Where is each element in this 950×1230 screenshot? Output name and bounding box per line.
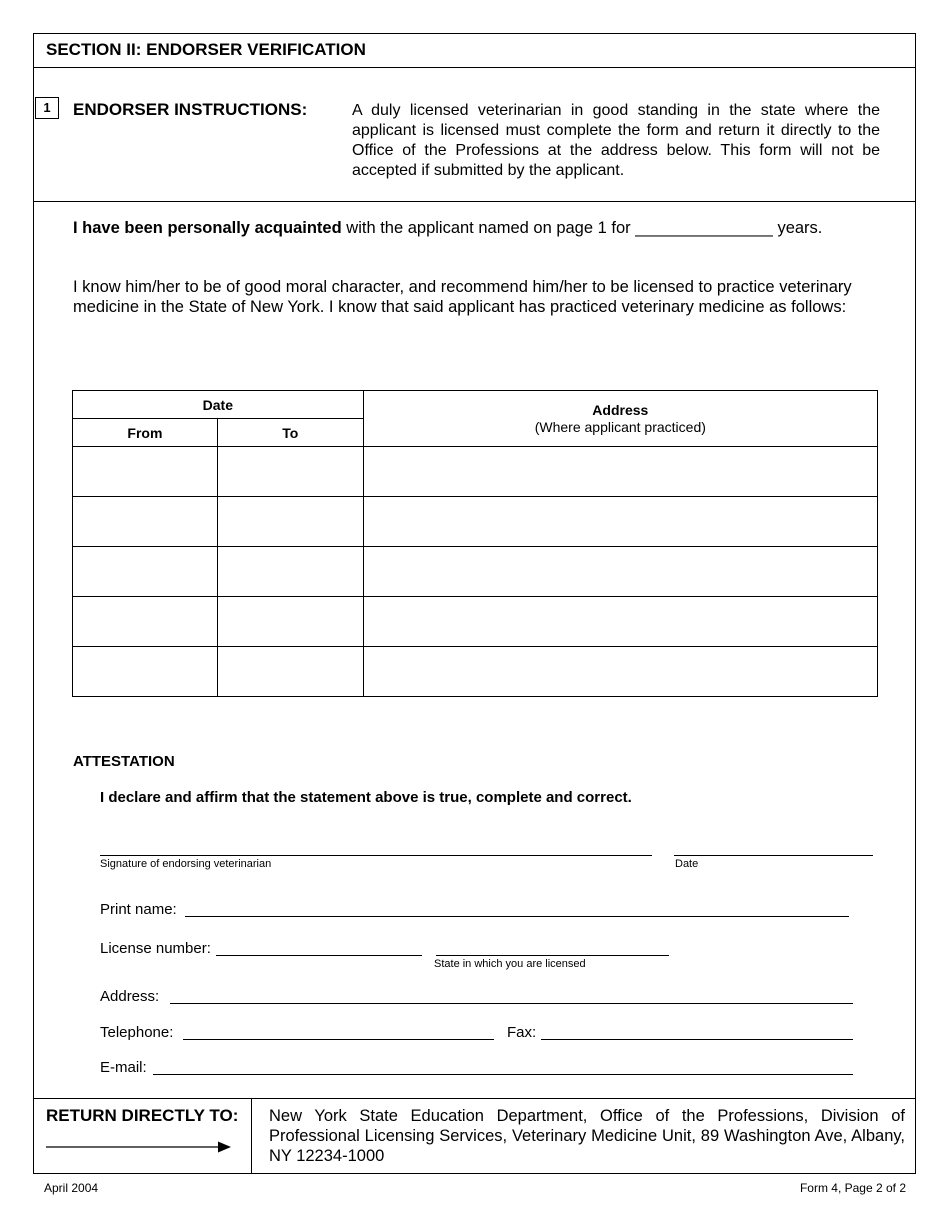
from-date-cell[interactable]: [73, 447, 218, 497]
acquaintance-statement: [73, 219, 822, 238]
print-name-field[interactable]: [185, 916, 849, 917]
print-name-label: Print name:: [100, 901, 177, 918]
address-cell[interactable]: [363, 597, 877, 647]
divider: [33, 67, 916, 68]
form-date: April 2004: [44, 1181, 99, 1195]
table-row: [73, 447, 878, 497]
address-cell[interactable]: [363, 497, 877, 547]
to-date-cell[interactable]: [217, 547, 363, 597]
instructions-text: A duly licensed veterinarian in good standing in the state where the applicant is licensed must complete the form and return it directly to the Office of the Professions at the address below. This form will not be accepted if submitted by the applicant.: [352, 102, 880, 179]
divider: [33, 201, 916, 202]
arrow-right-icon: [46, 1140, 232, 1154]
signature-field[interactable]: [100, 855, 652, 856]
section-title: SECTION II: ENDORSER VERIFICATION: [46, 40, 366, 59]
table-row: [73, 647, 878, 697]
to-date-cell[interactable]: [217, 647, 363, 697]
address-header-subtitle: (Where applicant practiced): [534, 419, 706, 435]
table-row: [73, 497, 878, 547]
table-row: [73, 597, 878, 647]
address-cell[interactable]: [363, 547, 877, 597]
address-header-title: Address: [592, 402, 649, 418]
moral-character-statement: I know him/her to be of good moral character, and recommend him/her to be licensed to practice veterinary medicine in the State of New York. I know that said applicant has practiced veterinary medicine as follows:: [73, 278, 852, 316]
address-column-header: [363, 391, 877, 447]
instructions-label: ENDORSER INSTRUCTIONS:: [73, 100, 308, 119]
practice-history-table: [72, 390, 878, 697]
date-column-header: Date: [73, 391, 364, 419]
from-date-cell[interactable]: [73, 597, 218, 647]
table-row: [73, 547, 878, 597]
to-date-cell[interactable]: [217, 597, 363, 647]
email-label: E-mail:: [100, 1059, 147, 1076]
address-field[interactable]: [170, 1003, 853, 1004]
signature-date-field[interactable]: [674, 855, 873, 856]
from-column-header: From: [73, 419, 218, 447]
acquaintance-bold-text: I have been personally acquainted: [73, 219, 342, 237]
license-number-field[interactable]: [216, 955, 422, 956]
license-number-label: License number:: [100, 940, 211, 957]
address-cell[interactable]: [363, 447, 877, 497]
to-date-cell[interactable]: [217, 497, 363, 547]
divider: [33, 1098, 916, 1099]
divider: [251, 1098, 252, 1174]
address-cell[interactable]: [363, 647, 877, 697]
address-label: Address:: [100, 988, 160, 1005]
fax-label: Fax:: [507, 1024, 537, 1041]
telephone-label: Telephone:: [100, 1024, 174, 1041]
return-address: New York State Education Department, Office of the Professions, Division of Professional Licensing Services, Veterinary Medicine Unit, 89 Washington Ave, Albany, NY 12234-1000: [269, 1107, 905, 1165]
state-caption: State in which you are licensed: [434, 958, 586, 970]
signature-caption: Signature of endorsing veterinarian: [100, 858, 272, 870]
telephone-field[interactable]: [183, 1039, 494, 1040]
to-column-header: To: [217, 419, 363, 447]
attestation-declaration: I declare and affirm that the statement above is true, complete and correct.: [100, 789, 632, 806]
attestation-title: ATTESTATION: [73, 753, 175, 770]
return-to-label: RETURN DIRECTLY TO:: [46, 1106, 239, 1125]
email-field[interactable]: [153, 1074, 853, 1075]
from-date-cell[interactable]: [73, 547, 218, 597]
date-caption: Date: [675, 858, 699, 870]
form-page-number: Form 4, Page 2 of 2: [799, 1181, 906, 1195]
from-date-cell[interactable]: [73, 497, 218, 547]
license-state-field[interactable]: [436, 955, 669, 956]
from-date-cell[interactable]: [73, 647, 218, 697]
to-date-cell[interactable]: [217, 447, 363, 497]
step-number-badge: 1: [35, 97, 59, 119]
acquaintance-years-field[interactable]: with the applicant named on page 1 for _______________ years.: [341, 219, 823, 237]
fax-field[interactable]: [541, 1039, 853, 1040]
